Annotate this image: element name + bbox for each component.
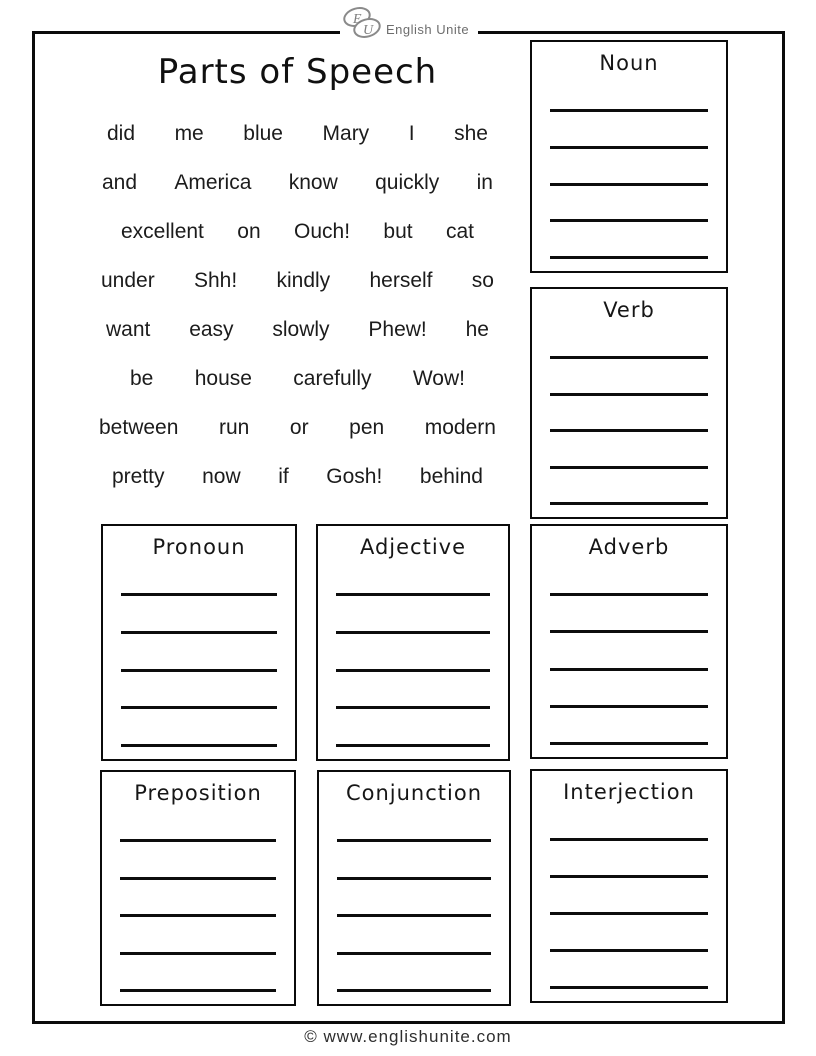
- word: I: [408, 122, 415, 145]
- writing-line[interactable]: [550, 219, 707, 222]
- writing-line[interactable]: [121, 669, 277, 672]
- word: now: [202, 465, 241, 488]
- writing-line[interactable]: [550, 429, 707, 432]
- word-row: [85, 354, 510, 403]
- word-bank: [85, 109, 510, 501]
- category-title: Verb: [603, 298, 655, 322]
- word: me: [174, 122, 204, 145]
- writing-line[interactable]: [550, 109, 707, 112]
- word: quickly: [375, 171, 440, 194]
- writing-lines: [102, 805, 294, 1004]
- writing-line[interactable]: [121, 631, 277, 634]
- writing-lines: [532, 322, 726, 517]
- word: run: [218, 416, 250, 439]
- english-unite-leaves-icon: [342, 4, 384, 44]
- word: kindly: [276, 269, 331, 292]
- word: America: [174, 171, 252, 194]
- category-box-preposition: [100, 770, 296, 1006]
- writing-line[interactable]: [550, 838, 707, 841]
- category-box-noun: [530, 40, 728, 273]
- category-title: Adverb: [588, 535, 670, 559]
- writing-line[interactable]: [120, 952, 276, 955]
- writing-line[interactable]: [550, 630, 707, 633]
- brand-name: English Unite: [386, 22, 470, 37]
- word-row: [85, 452, 510, 501]
- writing-line[interactable]: [550, 986, 707, 989]
- word: carefully: [293, 367, 372, 390]
- word: know: [288, 171, 338, 194]
- word: he: [465, 318, 489, 341]
- writing-line[interactable]: [550, 183, 707, 186]
- copyright-footer: © www.englishunite.com: [304, 1027, 512, 1046]
- writing-line[interactable]: [120, 877, 276, 880]
- word: between: [99, 416, 179, 439]
- word: and: [102, 171, 138, 194]
- writing-line[interactable]: [550, 668, 707, 671]
- word: house: [194, 367, 252, 390]
- page-title: Parts of Speech: [157, 52, 438, 92]
- writing-line[interactable]: [550, 593, 707, 596]
- writing-line[interactable]: [120, 839, 276, 842]
- word: under: [101, 269, 155, 292]
- writing-lines: [532, 559, 726, 757]
- writing-line[interactable]: [550, 949, 707, 952]
- word: be: [130, 367, 154, 390]
- word: easy: [189, 318, 234, 341]
- word: slowly: [272, 318, 330, 341]
- writing-line[interactable]: [121, 706, 277, 709]
- word: Ouch!: [294, 220, 351, 243]
- word: excellent: [121, 220, 204, 243]
- category-title: Noun: [599, 51, 659, 75]
- word: in: [476, 171, 493, 194]
- word: or: [289, 416, 309, 439]
- word: want: [106, 318, 151, 341]
- word-row: [85, 207, 510, 256]
- writing-line[interactable]: [120, 914, 276, 917]
- category-title: Interjection: [563, 780, 695, 804]
- writing-line[interactable]: [336, 706, 490, 709]
- writing-line[interactable]: [550, 875, 707, 878]
- writing-lines: [532, 804, 726, 1001]
- word: she: [454, 122, 488, 145]
- word: pretty: [112, 465, 165, 488]
- word: Gosh!: [326, 465, 383, 488]
- word: but: [383, 220, 413, 243]
- writing-line[interactable]: [120, 989, 276, 992]
- word: Shh!: [194, 269, 238, 292]
- writing-lines: [318, 559, 508, 759]
- writing-line[interactable]: [337, 989, 491, 992]
- writing-line[interactable]: [337, 914, 491, 917]
- category-box-adjective: [316, 524, 510, 761]
- writing-line[interactable]: [337, 839, 491, 842]
- writing-line[interactable]: [337, 952, 491, 955]
- writing-line[interactable]: [550, 742, 707, 745]
- category-title: Adjective: [359, 535, 467, 559]
- writing-line[interactable]: [550, 705, 707, 708]
- word-row: [85, 305, 510, 354]
- writing-line[interactable]: [550, 256, 707, 259]
- word: behind: [419, 465, 483, 488]
- writing-line[interactable]: [337, 877, 491, 880]
- word: Mary: [322, 122, 370, 145]
- writing-line[interactable]: [550, 393, 707, 396]
- writing-line[interactable]: [121, 744, 277, 747]
- word: Wow!: [412, 367, 465, 390]
- word: on: [237, 220, 261, 243]
- word: herself: [369, 269, 433, 292]
- writing-line[interactable]: [336, 669, 490, 672]
- word: so: [471, 269, 494, 292]
- category-box-conjunction: [317, 770, 511, 1006]
- category-title: Conjunction: [345, 781, 483, 805]
- word: Phew!: [368, 318, 427, 341]
- category-box-adverb: [530, 524, 728, 759]
- word-row: [85, 256, 510, 305]
- writing-line[interactable]: [121, 593, 277, 596]
- category-box-pronoun: [101, 524, 297, 761]
- writing-lines: [532, 75, 726, 271]
- word-row: [85, 109, 510, 158]
- category-title: Pronoun: [152, 535, 246, 559]
- word: if: [278, 465, 289, 488]
- writing-line[interactable]: [550, 146, 707, 149]
- category-box-verb: [530, 287, 728, 519]
- logo-letter-u: U: [363, 23, 374, 38]
- writing-line[interactable]: [336, 593, 490, 596]
- writing-line[interactable]: [550, 502, 707, 505]
- writing-lines: [103, 559, 295, 759]
- word-row: [85, 403, 510, 452]
- writing-line[interactable]: [550, 356, 707, 359]
- logo-letter-e: E: [353, 12, 362, 27]
- word: cat: [445, 220, 474, 243]
- word: blue: [243, 122, 283, 145]
- category-box-interjection: [530, 769, 728, 1003]
- word: did: [107, 122, 136, 145]
- brand-logo: [340, 2, 478, 44]
- word-row: [85, 158, 510, 207]
- writing-lines: [319, 805, 509, 1004]
- writing-line[interactable]: [336, 744, 490, 747]
- writing-line[interactable]: [550, 912, 707, 915]
- category-title: Preposition: [134, 781, 262, 805]
- writing-line[interactable]: [550, 466, 707, 469]
- word: modern: [424, 416, 496, 439]
- word: pen: [349, 416, 385, 439]
- writing-line[interactable]: [336, 631, 490, 634]
